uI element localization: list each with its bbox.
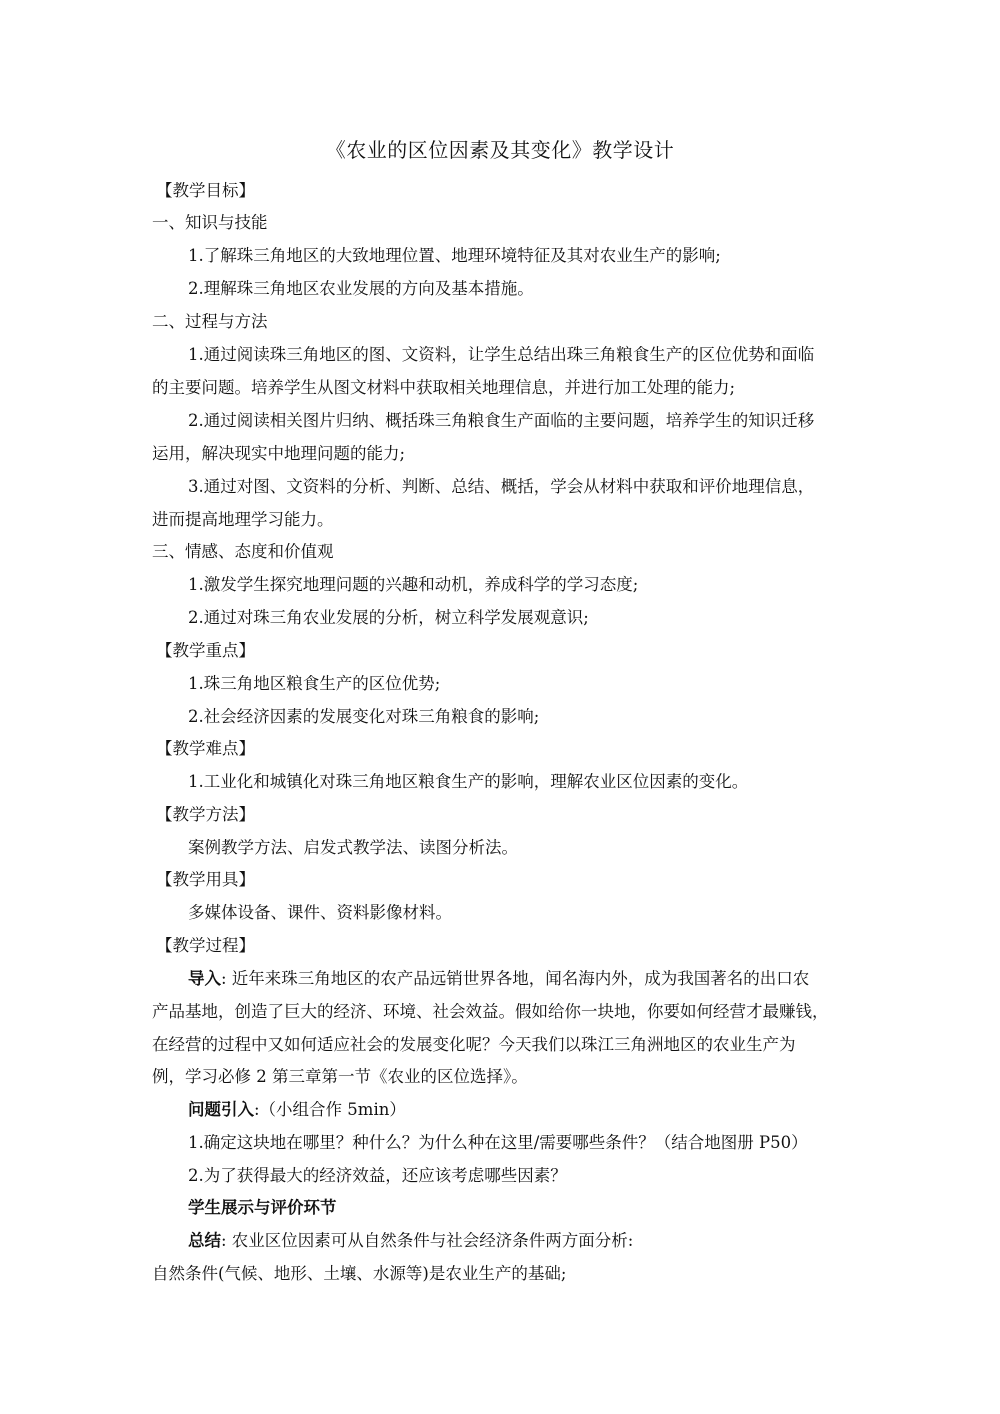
difficulties-header: 【教学难点】	[156, 739, 255, 758]
summary-line	[188, 1230, 888, 1252]
question-intro-line	[188, 1099, 888, 1121]
methods-header: 【教学方法】	[156, 805, 255, 824]
knowledge-heading: 一、知识与技能	[152, 213, 268, 232]
summary-label: 总结	[188, 1231, 221, 1250]
summary-text: : 农业区位因素可从自然条件与社会经济条件两方面分析:	[221, 1231, 634, 1250]
showcase-heading: 学生展示与评价环节	[188, 1198, 337, 1217]
process-item-2-line-2: 运用，解决现实中地理问题的能力;	[152, 444, 406, 463]
natural-conditions: 自然条件(气候、地形、土壤、水源等)是农业生产的基础;	[152, 1264, 567, 1283]
question-label: 问题引入	[188, 1100, 254, 1119]
question-2: 2.为了获得最大的经济效益，还应该考虑哪些因素？	[188, 1166, 567, 1185]
objectives-header: 【教学目标】	[156, 181, 255, 200]
attitude-heading: 三、情感、态度和价值观	[152, 542, 334, 561]
key-points-header: 【教学重点】	[156, 641, 255, 660]
intro-label: 导入	[188, 969, 221, 988]
process-item-1-line-1: 1.通过阅读珠三角地区的图、文资料，让学生总结出珠三角粮食生产的区位优势和面临	[188, 345, 815, 364]
attitude-item-2: 2.通过对珠三角农业发展的分析，树立科学发展观意识;	[188, 608, 589, 627]
teaching-process-header: 【教学过程】	[156, 936, 255, 955]
knowledge-item-2: 2.理解珠三角地区农业发展的方向及基本措施。	[188, 279, 534, 298]
question-1: 1.确定这块地在哪里？种什么？为什么种在这里/需要哪些条件？（结合地图册 P50）	[188, 1133, 808, 1152]
process-item-2-line-1: 2.通过阅读相关图片归纳、概括珠三角粮食生产面临的主要问题，培养学生的知识迁移	[188, 411, 815, 430]
attitude-item-1: 1.激发学生探究地理问题的兴趣和动机，养成科学的学习态度;	[188, 575, 639, 594]
process-item-1-line-2: 的主要问题。培养学生从图文材料中获取相关地理信息，并进行加工处理的能力;	[152, 378, 736, 397]
key-point-1: 1.珠三角地区粮食生产的区位优势;	[188, 674, 441, 693]
key-point-2: 2.社会经济因素的发展变化对珠三角粮食的影响;	[188, 707, 540, 726]
intro-line-2: 产品基地，创造了巨大的经济、环境、社会效益。假如给你一块地，你要如何经营才最赚钱，	[152, 1002, 829, 1021]
intro-line-1	[188, 968, 888, 990]
intro-line-4: 例，学习必修 2 第三章第一节《农业的区位选择》。	[152, 1067, 528, 1086]
process-heading: 二、过程与方法	[152, 312, 268, 331]
process-item-3-line-2: 进而提高地理学习能力。	[152, 510, 334, 529]
tools-text: 多媒体设备、课件、资料影像材料。	[188, 903, 452, 922]
difficulty-1: 1.工业化和城镇化对珠三角地区粮食生产的影响，理解农业区位因素的变化。	[188, 772, 749, 791]
process-item-3-line-1: 3.通过对图、文资料的分析、判断、总结、概括，学会从材料中获取和评价地理信息，	[188, 477, 815, 496]
methods-text: 案例教学方法、启发式教学法、读图分析法。	[188, 838, 518, 857]
intro-text-1: : 近年来珠三角地区的农产品远销世界各地，闻名海内外，成为我国著名的出口农	[221, 969, 810, 988]
question-text: :（小组合作 5min）	[254, 1100, 406, 1119]
intro-line-3: 在经营的过程中又如何适应社会的发展变化呢？今天我们以珠江三角洲地区的农业生产为	[152, 1035, 796, 1054]
document-title: 《农业的区位因素及其变化》教学设计	[325, 138, 675, 162]
knowledge-item-1: 1.了解珠三角地区的大致地理位置、地理环境特征及其对农业生产的影响;	[188, 246, 721, 265]
tools-header: 【教学用具】	[156, 870, 255, 889]
